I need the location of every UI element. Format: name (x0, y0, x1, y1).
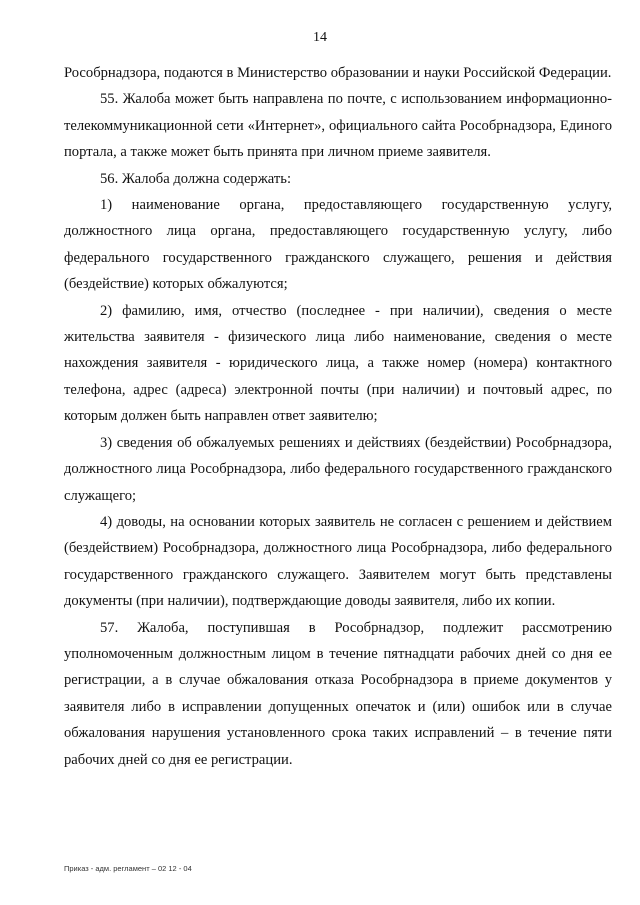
page-footer: Приказ - адм. регламент – 02 12 - 04 (64, 864, 192, 873)
paragraph-57: 57. Жалоба, поступившая в Рособрнадзор, подлежит рассмотрению уполномоченным должностным лицом в течение пятнадцати рабочих дней со дня ее регистрации, а в случае обжалования отказа Рособрнадзора в приеме документов у заявителя либо в исправлении допущенных опечаток и (или) ошибок или в случае обжалования нарушения установленного срока таких исправлений – в течение пяти рабочих дней со дня ее регистрации. (64, 619, 612, 768)
paragraph-56-item-4: 4) доводы, на основании которых заявитель не согласен с решением и действием (бездействием) Рособрнадзора, должностного лица Рособрнадзора, либо федерального государственного гражданского служащего. Заявителем могут быть представлены документы (при наличии), подтверждающие доводы заявителя, либо их копии. (64, 513, 612, 610)
paragraph-55: 55. Жалоба может быть направлена по почте, с использованием информационно-телекоммуникационной сети «Интернет», официального сайта Рособрнадзора, Единого портала, а также может быть принята при личном приеме заявителя. (64, 91, 612, 161)
page-number: 14 (313, 30, 327, 45)
paragraph-56: 56. Жалоба должна содержать: (100, 170, 291, 187)
paragraph-56-item-1: 1) наименование органа, предоставляющего государственную услугу, должностного лица органа, предоставляющего государственную услугу, либо федерального государственного гражданского служащего, решения и действия (бездействие) которых обжалуются; (64, 197, 612, 293)
paragraph-56-item-3: 3) сведения об обжалуемых решениях и действиях (бездействии) Рособрнадзора, должностного лица Рособрнадзора, либо федерального государственного гражданского служащего; (64, 434, 612, 504)
document-body (64, 60, 612, 773)
paragraph-continuation: Рособрнадзора, подаются в Министерство образовании и науки Российской Федерации. (64, 65, 612, 81)
paragraph-56-item-2: 2) фамилию, имя, отчество (последнее - при наличии), сведения о месте жительства заявителя - физического лица либо наименование, сведения о месте нахождения заявителя - юридического лица, а также номер (номера) контактного телефона, адрес (адреса) электронной почты (при наличии) и почтовый адрес, по которым должен быть направлен ответ заявителю; (64, 302, 612, 425)
